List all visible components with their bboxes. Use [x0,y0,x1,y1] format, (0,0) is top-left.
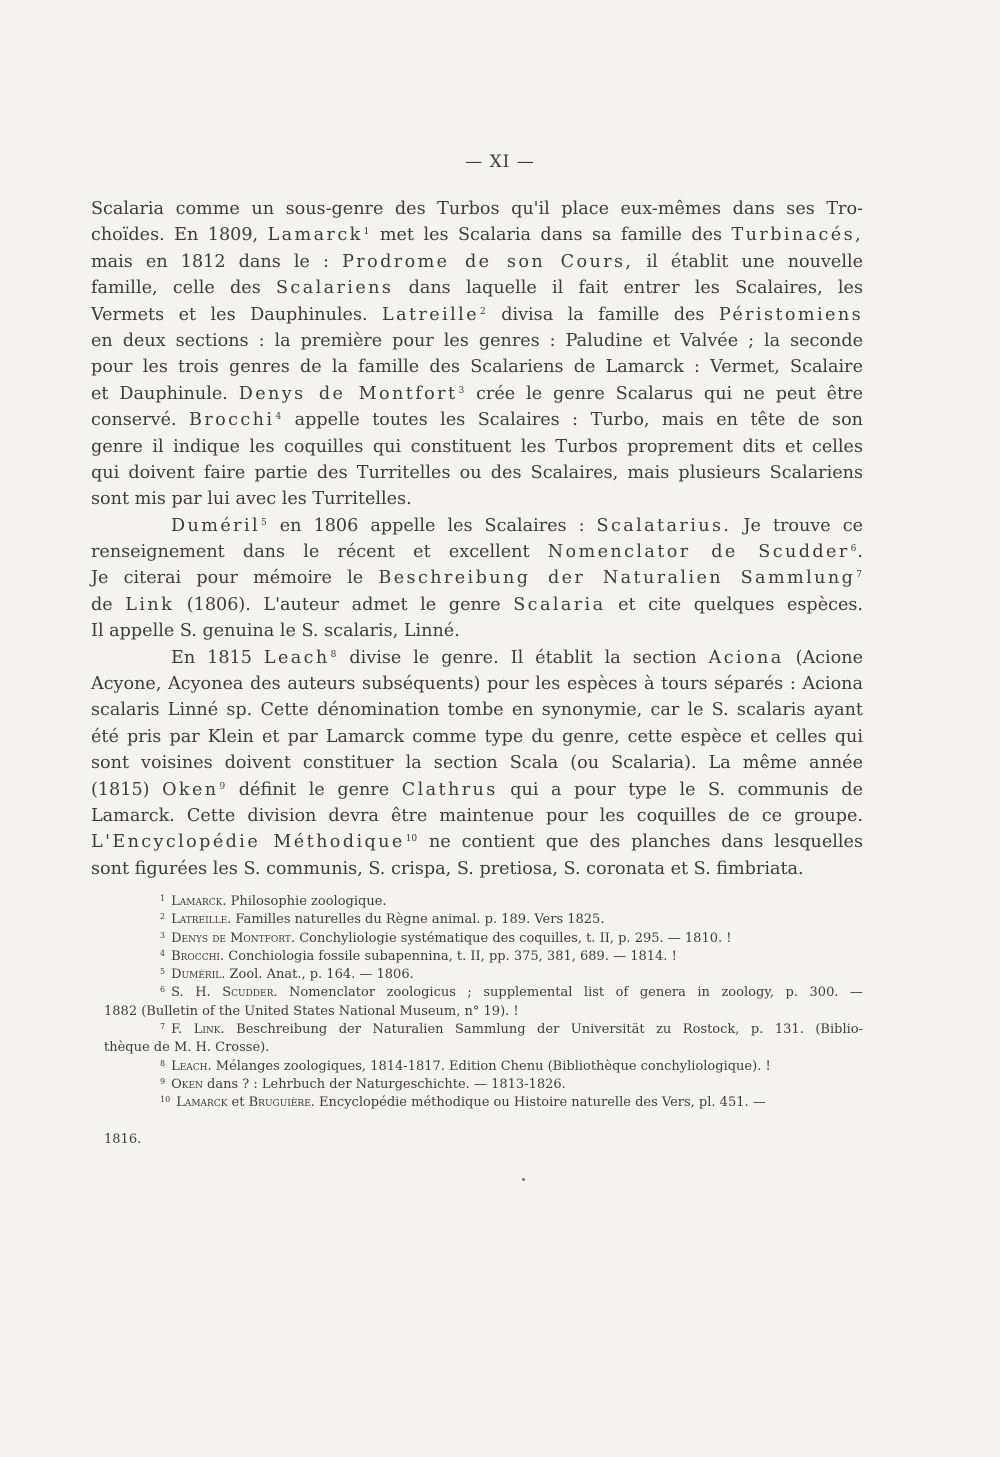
footnote-ref: 7 [856,570,862,581]
spaced-name: Beschreibung der Naturalien Sammlung [378,568,856,589]
text-line [91,856,863,882]
footnotes [104,893,863,1113]
text-run: mais en 1812 dans le : [91,251,343,272]
text-line [91,434,863,460]
text-run: sont mis par lui avec les Turritelles. [91,489,412,510]
text-run: choïdes. En 1809, [91,225,268,246]
text-run: (1815) [91,779,163,800]
text-run: et [227,1095,249,1111]
author-name: Denys de Montfort [171,930,291,946]
text-line [91,328,863,354]
text-line [91,671,863,697]
author-name: Latreille [171,912,228,928]
text-line [91,618,863,644]
spaced-name: Scalatarius. [596,515,732,536]
text-run: il établit une nouvelle [633,251,863,272]
footnote [104,948,863,966]
text-run: et cite quelques espèces. [605,594,863,615]
footnote [104,911,863,929]
text-line [91,777,863,803]
text-line [91,222,863,248]
footnote [104,1094,863,1112]
text-run: Je citerai pour mémoire le [91,568,379,589]
footnote-line [104,948,863,966]
footnote-line [104,1094,863,1112]
text-line [91,592,863,618]
footnote-line [104,1076,863,1094]
text-line [91,249,863,275]
text-run: 1882 (Bulletin of the United States National Museum, n° 19). ! [104,1003,519,1019]
footnote-number: 2 [160,912,166,922]
footnote [104,930,863,948]
text-run: définit le genre [226,779,402,800]
text-line [91,724,863,750]
ink-speck [522,1178,525,1181]
spaced-name: Lamarck [267,225,363,246]
footnote [104,966,863,984]
footnote-ref: 9 [219,781,226,792]
text-run: conservé. [91,410,190,431]
text-run: en deux sections : la première pour les genres : Paludine et Valvée ; la seconde [91,330,863,351]
text-run: sont voisines doivent constituer la section Scala (ou Scalaria). La même année [91,753,863,774]
text-run: dans laquelle il fait entrer les Scalaires, les [393,278,863,299]
footnote-line [104,984,863,1002]
text-run: genre il indique les coquilles qui constituent les Turbos proprement dits et celles [91,436,863,457]
footnote [104,893,863,911]
footnote-line [104,893,863,911]
footnote-ref: 1 [363,227,370,238]
footnote-line [104,966,863,984]
footnote-number: 3 [160,930,166,940]
text-run: . Encyclopédie méthodique ou Histoire naturelle des Vers, pl. 451. — [310,1095,766,1111]
text-line [91,829,863,855]
text-line [91,697,863,723]
text-run: . Mélanges zoologiques, 1814-1817. Edition Chenu (Bibliothèque conchyliologique). ! [207,1058,771,1074]
footnote-number: 10 [160,1095,171,1105]
footnote-line [104,1039,863,1057]
text-run: . Conchiologia fossile subapennina, t. II, pp. 375, 381, 689. — 1814. ! [219,948,677,964]
text-line [91,196,863,222]
footnote [104,984,863,1021]
footnote-line [104,930,863,948]
spaced-name: Denys de Montfort [238,383,458,404]
footnote-trailing-year: 1816. [104,1132,142,1147]
text-line [91,354,863,380]
spaced-name: Brocchi [189,410,275,431]
body-text [91,196,863,882]
footnote-line [104,1021,863,1039]
text-run: qui a pour type le S. communis de [497,779,863,800]
spaced-name: Latreille [382,304,480,325]
text-line [91,302,863,328]
author-name: Brocchi [171,948,220,964]
author-name: Oken [171,1076,203,1092]
text-line [91,460,863,486]
text-run: dans ? : Lehrbuch der Naturgeschichte. — 1813-1826. [202,1076,566,1092]
text-run: Je trouve ce [731,515,863,536]
text-run: famille, celle des [91,278,276,299]
footnote-number: 6 [160,985,166,995]
text-run: qui doivent faire partie des Turritelles ou des Scalaires, mais plusieurs Scalariens [91,462,863,483]
text-run: . Beschreibung der Naturalien Sammlung der Universität zu Rostock, p. 131. (Biblio- [220,1022,863,1038]
text-run: Lamarck. Cette division devra être maintenue pour les coquilles de ce groupe. [91,805,863,826]
author-name: Scudder [222,985,274,1001]
footnote [104,1021,863,1058]
text-run: en 1806 appelle les Scalaires : [267,515,597,536]
text-run: met les Scalaria dans sa famille des [370,225,732,246]
text-run: scalaris Linné sp. Cette dénomination tombe en synonymie, car le S. scalaris ayant [91,700,863,721]
text-line [91,539,863,565]
footnote-ref: 4 [275,412,282,423]
footnote-number: 8 [160,1058,166,1068]
text-line [91,803,863,829]
paragraph [91,513,863,645]
footnote-ref: 6 [850,544,857,555]
author-name: Leach [171,1058,208,1074]
text-run: Acyone, Acyonea des auteurs subséquents) pour les espèces à tours séparés : Aciona [91,674,863,695]
footnote-line [104,911,863,929]
paragraph [91,645,863,883]
text-run: Scalaria comme un sous-genre des Turbos qu'il place eux-mêmes dans ses Tro- [91,199,863,219]
author-name: Duméril [171,967,222,983]
footnote-ref: 8 [330,649,337,660]
spaced-name: Aciona [708,647,784,668]
text-line [91,645,863,671]
author-name: Lamarck [176,1095,228,1111]
text-line [91,513,863,539]
text-run: été pris par Klein et par Lamarck comme type du genre, cette espèce et celles qui [91,726,863,747]
spaced-name: Péristomiens [718,304,863,325]
text-line [91,275,863,301]
text-run: divise le genre. Il établit la section [337,647,709,668]
text-line [91,381,863,407]
spaced-name: Link [125,594,175,615]
text-run: crée le genre Scalarus qui ne peut être [465,383,863,404]
text-run: En 1815 [171,647,264,668]
text-run: sont figurées les S. communis, S. crispa, S. pretiosa, S. coronata et S. fimbriata. [91,858,804,879]
footnote-number: 9 [160,1076,166,1086]
text-run: F. [171,1022,194,1038]
text-run: (1806). L'auteur admet le genre [174,594,514,615]
text-line [91,565,863,591]
spaced-name: L'Encyclopédie Méthodique [91,832,405,853]
text-run: pour les trois genres de la famille des Scalariens de Lamarck : Vermet, Scalaire [91,357,863,378]
spaced-name: Turbinacés, [731,225,863,246]
spaced-name: Clathrus [401,779,498,800]
author-name: Lamarck [171,894,223,909]
footnote-ref: 3 [458,385,465,396]
author-name: Link [193,1022,221,1038]
text-run: . [857,542,863,563]
text-run: . Philosophie zoologique. [222,894,387,909]
text-run: et Dauphinule. [91,383,239,404]
footnote-number: 7 [160,1022,166,1032]
text-run: . Zool. Anat., p. 164. — 1806. [221,967,414,983]
author-name: Bruguière [248,1095,311,1111]
footnote-line [104,1003,863,1021]
footnote [104,1058,863,1076]
footnote-number: 4 [160,948,166,958]
text-run: divisa la famille des [486,304,719,325]
text-run: . Familles naturelles du Règne animal. p. 189. Vers 1825. [227,912,605,928]
page-number: — XI — [465,152,535,172]
paragraph [91,196,863,513]
spaced-name: Scalariens [275,278,394,299]
text-line [91,750,863,776]
footnote-ref: 5 [261,517,267,528]
footnote-line [104,1058,863,1076]
text-run: thèque de M. H. Crosse). [104,1040,270,1056]
text-run: renseignement dans le récent et excellent [91,542,548,563]
spaced-name: Scalaria [513,594,606,615]
text-run: (Acione [783,647,864,668]
text-run: . Conchyliologie systématique des coquilles, t. II, p. 295. — 1810. ! [290,930,732,946]
text-run: appelle toutes les Scalaires : Turbo, mais en tête de son [282,410,863,431]
text-run: . Nomenclator zoologicus ; supplemental list of genera in zoology, p. 300. — [273,985,864,1001]
spaced-name: Duméril [171,515,260,536]
text-run: de [91,594,126,615]
text-run: S. H. [171,985,223,1001]
footnote [104,1076,863,1094]
text-line [91,486,863,512]
text-run: Il appelle S. genuina le S. scalaris, Linné. [91,621,460,642]
text-run: ne contient que des planches dans lesquelles [418,832,863,853]
footnote-ref: 2 [480,306,486,317]
spaced-name: Prodrome de son Cours, [342,251,634,272]
text-run: Vermets et les Dauphinules. [91,304,383,325]
spaced-name: Leach [263,647,330,668]
footnote-number: 5 [160,967,166,977]
footnote-ref: 10 [405,834,418,845]
footnote-number: 1 [160,894,166,903]
spaced-name: Oken [162,779,219,800]
spaced-name: Nomenclator de Scudder [547,542,850,563]
text-line [91,407,863,433]
